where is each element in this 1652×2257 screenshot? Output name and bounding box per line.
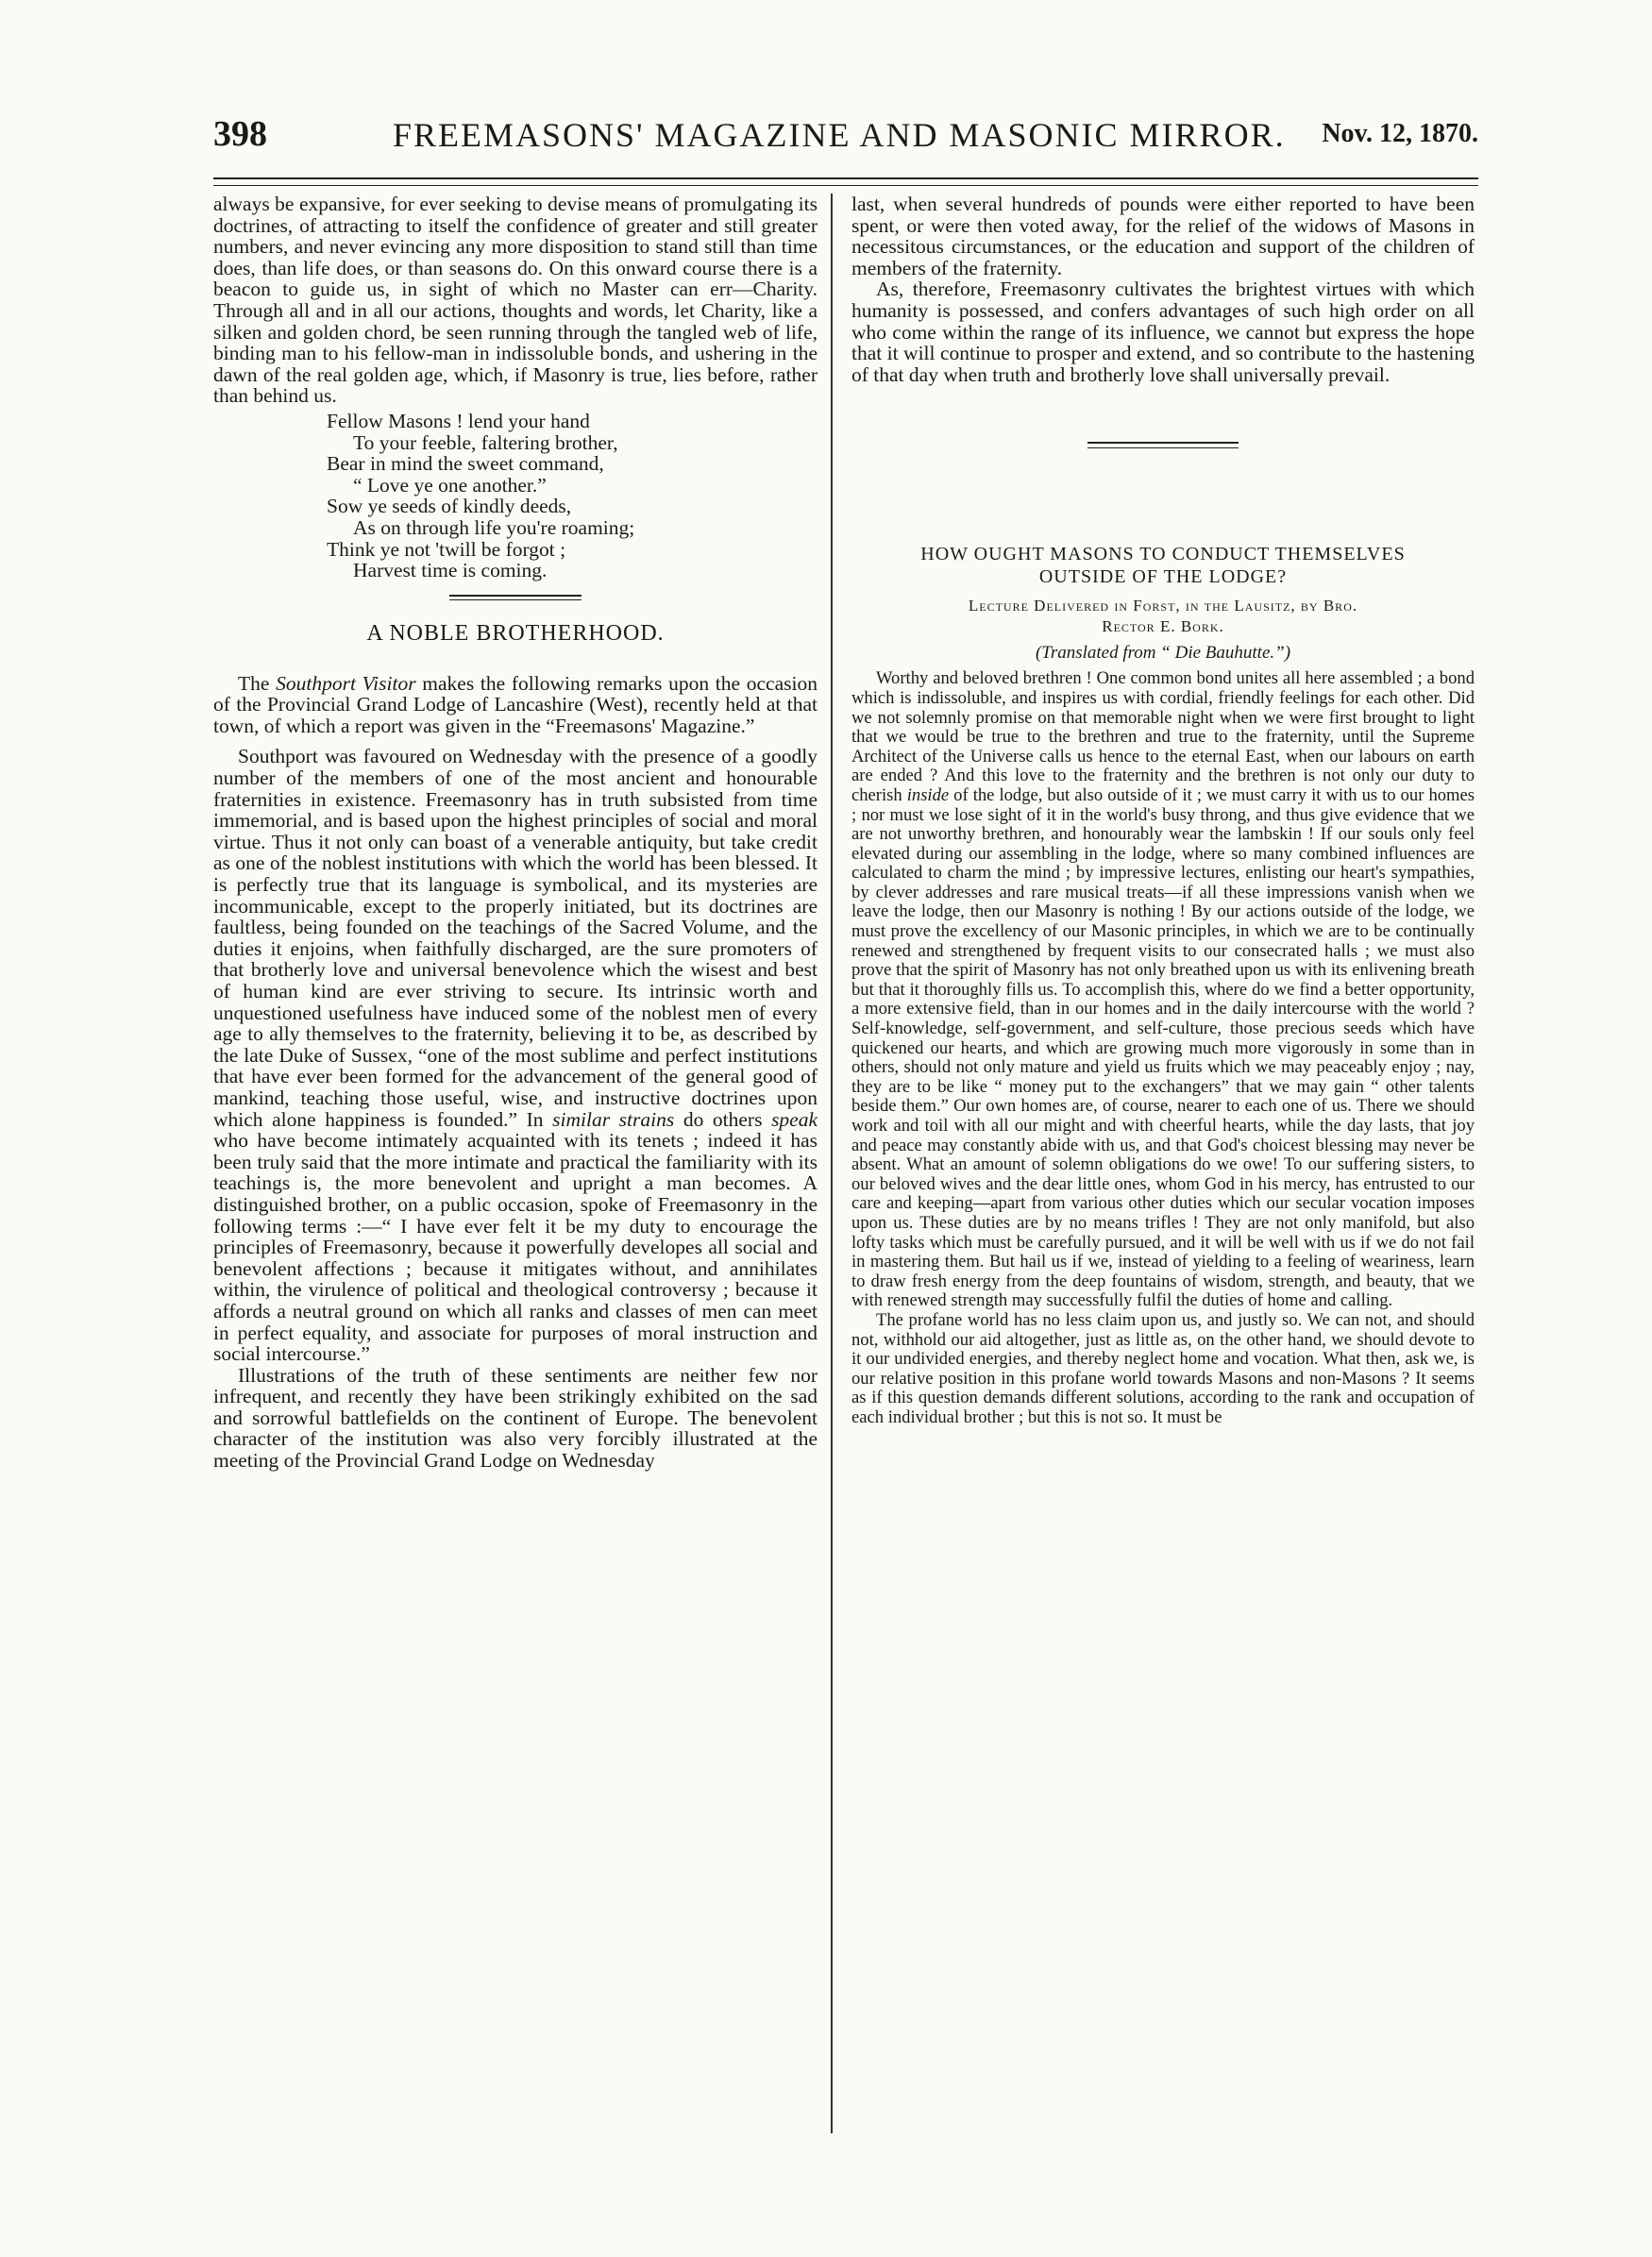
header-rule (213, 177, 1478, 179)
lecture-title-line: OUTSIDE OF THE LODGE? (1038, 566, 1288, 588)
poem-line: To your feeble, faltering brother, (353, 430, 618, 454)
poem-line: Harvest time is coming. (353, 559, 548, 582)
poem-line: Sow ye seeds of kindly deeds, (327, 495, 572, 518)
poem-line: Think ye not 'twill be forgot ; (327, 537, 566, 561)
lecture-subtitle-line: Rector E. Bork. (1102, 617, 1224, 636)
lecture-subtitle (851, 596, 1475, 637)
article-paragraph: The Southport Visitor makes the following remarks upon the occasion of the Provincial Grand Lodge of Lancashire (West), recently held at that town, of which a report was given in the “Freemasons' Magazine.” (213, 671, 818, 737)
newspaper-name: Southport Visitor (276, 671, 416, 695)
poem (327, 411, 818, 581)
article-paragraph: Illustrations of the truth of these sentiments are neither few nor infrequent, and recently they have been strikingly exhibited on the sad and sorrowful battlefields on the continent of Europe. The benevolent character of the institution was also very forcibly illustrated at the meeting of the Provincial Grand Lodge on Wednesday (213, 1363, 818, 1473)
continued-paragraph: always be expansive, for ever seeking to devise means of promulgating its doctrines, of attracting to itself the confidence of greater and still greater numbers, and never evincing any more disposition to stand still than time does, than life does, or than seasons do. On this onward course there is a beacon to guide us, in sight of which no Master can err—Charity. Through all and in all our actions, thoughts and words, let Charity, like a silken and golden chord, be seen running through the tangled web of life, binding man to his fellow-man in indissoluble bonds, and ushering in the dawn of the real golden age, which, if Masonry is true, lies before, rather than behind us. (213, 193, 818, 408)
article-title: A NOBLE BROTHERHOOD. (366, 620, 665, 646)
lecture-title-line: HOW OUGHT MASONS TO CONDUCT THEMSELVES (920, 544, 1406, 565)
translation-note: (Translated from “ Die Bauhutte.”) (1035, 643, 1291, 664)
poem-line: “ Love ye one another.” (353, 473, 547, 497)
column-divider (831, 194, 833, 2133)
issue-date: Nov. 12, 1870. (1322, 119, 1478, 148)
poem-line: Bear in mind the sweet command, (327, 452, 604, 476)
header-rule-thin (213, 185, 1478, 186)
continued-paragraph: last, when several hundreds of pounds were either reported to have been spent, or were then voted away, for the relief of the widows of Masons in necessitous circumstances, or the education and support of the children of members of the fraternity. (851, 193, 1475, 279)
poem-line: As on through life you're roaming; (353, 515, 635, 539)
section-rule (449, 595, 582, 600)
right-column (851, 194, 1475, 1428)
masthead-title: FREEMASONS' MAGAZINE AND MASONIC MIRROR. (393, 116, 1286, 154)
page-number: 398 (213, 114, 267, 154)
lecture-paragraph: The profane world has no less claim upon us, and justly so. We can not, and should not, withhold our aid altogether, just as little as, on the other hand, we should devote to it our undivided energies, and thereby neglect home and vocation. What then, ask we, is our relative position in this profane world towards Masons and non-Masons ? It seems as if this question demands different solutions, according to the rank and occupation of each individual brother ; but this is not so. It must be (851, 1309, 1475, 1427)
lecture-title (851, 543, 1475, 588)
lecture-subtitle-line: Lecture Delivered in Forst, in the Lausitz, by Bro. (968, 597, 1358, 615)
left-column (213, 194, 818, 1472)
article-paragraph: As, therefore, Freemasonry cultivates the brightest virtues with which humanity is possessed, and confers advantages of such high order on all who come within the range of its influence, we cannot but express the hope that it will continue to prosper and extend, and so contribute to the hastening of that day when truth and brotherly love shall universally prevail. (851, 278, 1475, 386)
article-paragraph: Southport was favoured on Wednesday with the presence of a goodly number of the members of one of the most ancient and honourable fraternities in existence. Freemasonry has in truth subsisted from time immemorial, and is based upon the highest principles of social and moral virtue. Thus it not only can boast of a venerable antiquity, but take credit as one of the noblest institutions with which the world has been blessed. It is perfectly true that its language is symbolical, and its mysteries are incommunicable, except to the properly initiated, but its doctrines are faultless, being founded on the teachings of the Sacred Volume, and the duties it enjoins, when faithfully discharged, are the sure promoters of that brotherly love and universal benevolence which the wisest and best of human kind are ever striving to secure. Its intrinsic worth and unquestioned usefulness have induced some of the noblest men of every age to ally themselves to the fraternity, believing it to be, as described by the late Duke of Sussex, “one of the most sublime and perfect institutions that have ever been formed for the advancement of the general good of mankind, teaching those useful, wise, and instructive doctrines upon which alone happiness is founded.” In similar strains do others speak who have become intimately acquainted with its tenets ; indeed it has been truly said that the more intimate and practical the familiarity with its teachings is, the more benevolent and upright a man becomes. A distinguished brother, on a public occasion, spoke of Freemasonry in the following terms :—“ I have ever felt it be my duty to encourage the principles of Freemasonry, because it powerfully developes all social and benevolent affections ; because it mitigates without, and annihilates within, the virulence of political and theological controversy ; because it affords a neutral ground on which all ranks and classes of men can meet in perfect equality, and associate for purposes of moral instruction and social intercourse.” (213, 745, 818, 1366)
page-header (213, 113, 1478, 170)
poem-line: Fellow Masons ! lend your hand (327, 409, 590, 432)
section-rule (1087, 442, 1239, 448)
lecture-paragraph: Worthy and beloved brethren ! One common bond unites all here assembled ; a bond which is indissoluble, and inspires us with cordial, friendly feelings for each other. Did we not solemnly promise on that memorable night when we were first brought to light that we would be true to the brethren and true to the fraternity, until the Supreme Architect of the Universe calls us hence to the eternal East, when our labours on earth are ended ? And this love to the fraternity and the brethren is not only our duty to cherish inside of the lodge, but also outside of it ; we must carry it with us to our homes ; nor must we lose sight of it in the world's busy throng, and thus give evidence that we are not unworthy brethren, and honourably wear the lambskin ! If our souls only feel elevated during our assembling in the lodge, where so many combined influences are calculated to charm the mind ; by impressive lectures, enlisting our heart's sympathies, by clever addresses and rare musical treats—if all these impressions vanish when we leave the lodge, then our Masonry is nothing ! By our actions outside of the lodge, we must prove the excellency of our Masonic principles, in which we are to be continually renewed and strengthened by frequent visits to our consecrated halls ; we must also prove that the spirit of Masonry has not only breathed upon us with its enlivening breath but that it thoroughly fills us. To accomplish this, where do we find a better opportunity, a more extensive field, than in our homes and in the daily intercourse with the world ? Self-knowledge, self-government, and self-culture, those precious seeds which have quickened our hearts, and which are growing much more vigorously in some than in others, should not only mature and yield us fruits which we may peaceably enjoy ; nay, they are to be like “ money put to the exchangers” that we may gain “ other talents beside them.” Our own homes are, of course, nearer to each one of us. There we should work and toil with all our might and with cheerful hearts, while the day lasts, that joy and peace may constantly abide with us, and that God's choicest blessing may never be absent. What an amount of solemn obligations do we owe! To our suffering sisters, to our beloved wives and the dear little ones, whom God in his mercy, has entrusted to our care and keeping—apart from various other duties which our secular vocation imposes upon us. These duties are by no means trifles ! They are not only manifold, but also lofty tasks which must be carefully pursued, and it will be well with us if we do not fail in mastering them. But hail us if we, instead of yielding to a feeling of weariness, learn to draw fresh energy from the deep fountains of wisdom, strength, and beauty, that we with renewed strength may successfully fulfil the duties of home and calling. (851, 668, 1475, 1311)
